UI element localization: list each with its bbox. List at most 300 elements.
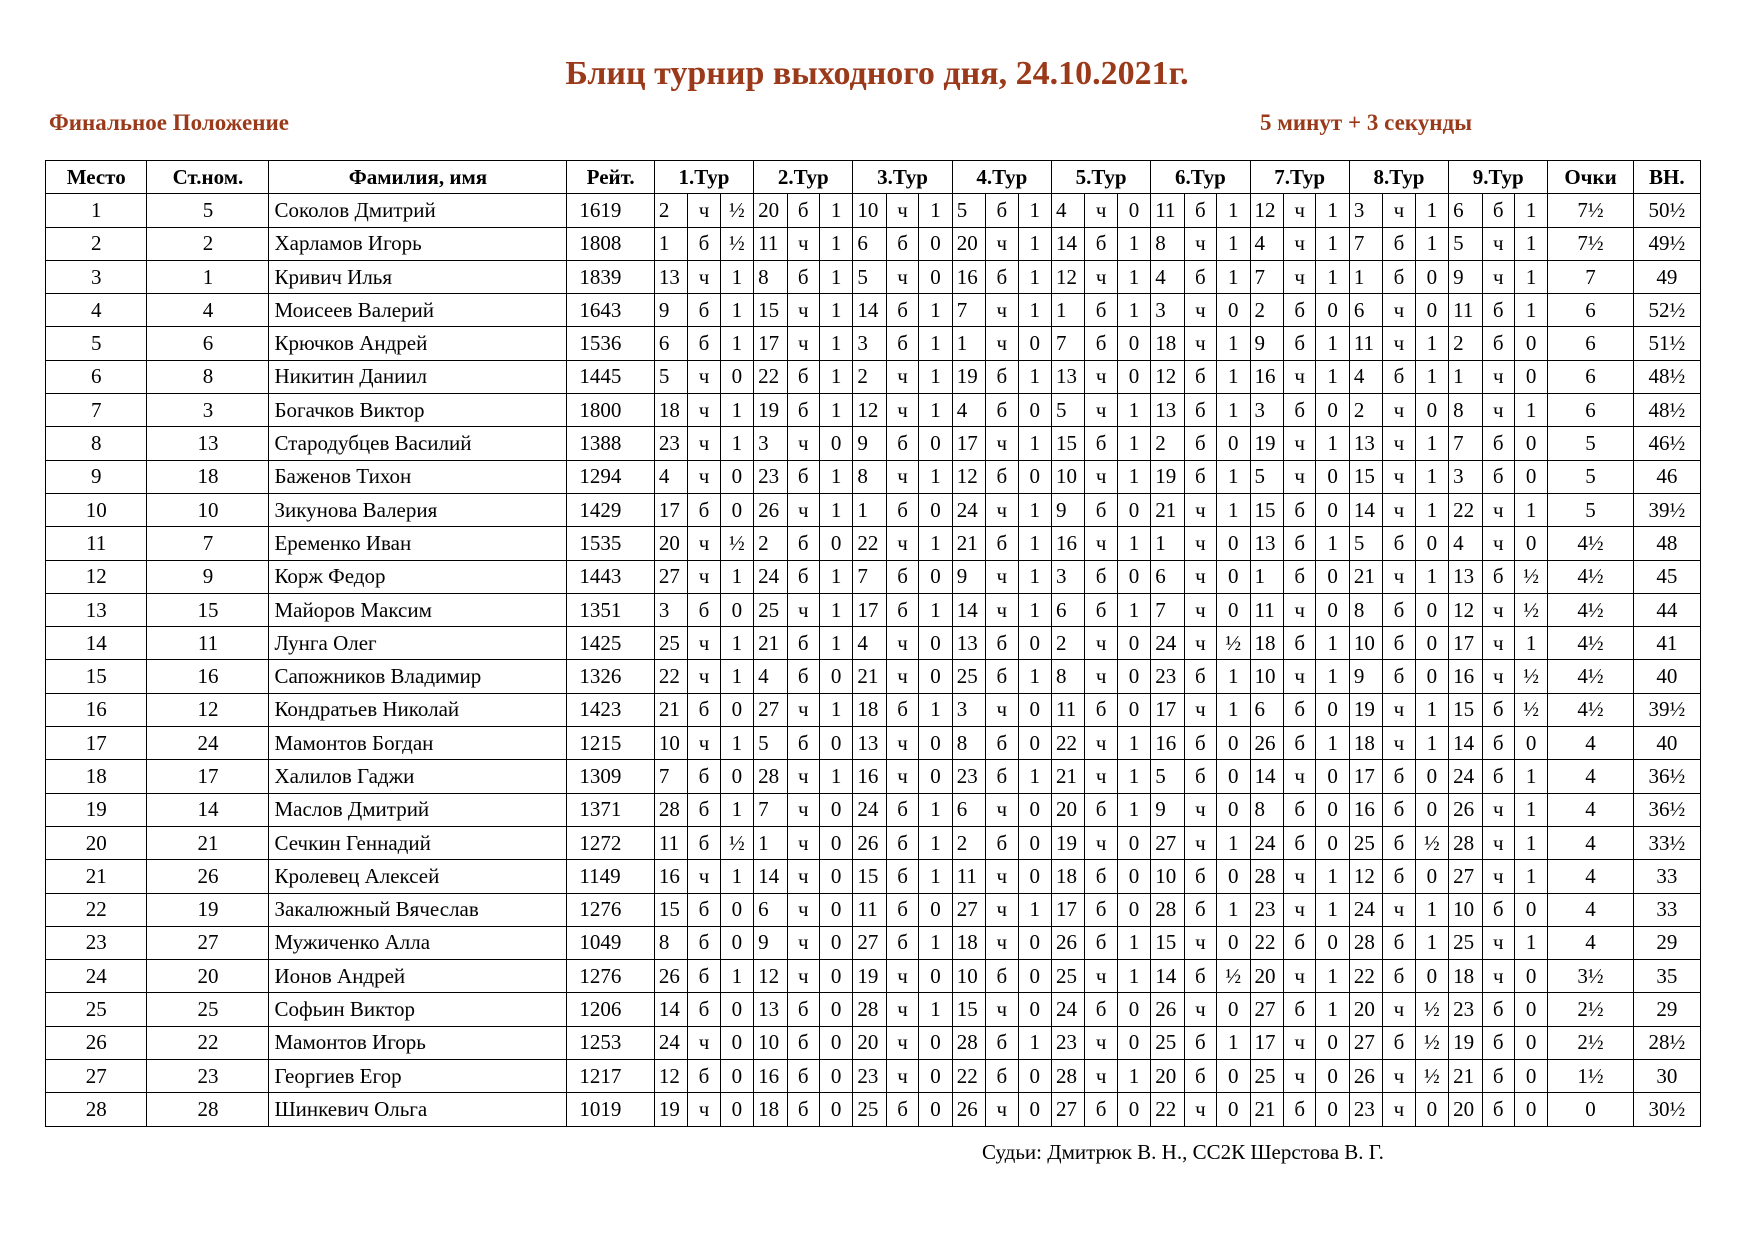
start-number-cell: 5 (147, 194, 269, 227)
rating-cell: 1351 (567, 593, 654, 626)
round-opponent-cell: 27 (952, 893, 985, 926)
round-color-cell: ч (787, 860, 819, 893)
round-opponent-cell: 6 (1051, 593, 1084, 626)
round-opponent-cell: 21 (1051, 760, 1084, 793)
round-color-cell: б (886, 926, 918, 959)
round-color-cell: б (787, 260, 819, 293)
round-color-cell: б (1383, 793, 1415, 826)
round-result-cell: 1 (819, 327, 852, 360)
tiebreak-cell: 40 (1633, 660, 1700, 693)
points-cell: 4½ (1548, 527, 1633, 560)
round-result-cell: ½ (720, 227, 753, 260)
round-opponent-cell: 4 (1051, 194, 1084, 227)
round-result-cell: 0 (1415, 593, 1448, 626)
player-name-cell: Софьин Виктор (269, 993, 567, 1026)
round-result-cell: 1 (1217, 493, 1250, 526)
round-result-cell: 1 (1217, 693, 1250, 726)
round-result-cell: 0 (819, 1093, 852, 1126)
round-opponent-cell: 16 (1349, 793, 1382, 826)
round-result-cell: 1 (1514, 227, 1547, 260)
round-color-cell: ч (986, 427, 1018, 460)
round-opponent-cell: 26 (754, 493, 787, 526)
round-opponent-cell: 10 (1449, 893, 1482, 926)
points-cell: 7 (1548, 260, 1633, 293)
round-result-cell: 1 (1217, 327, 1250, 360)
round-result-cell: 0 (919, 493, 952, 526)
round-opponent-cell: 15 (1151, 926, 1184, 959)
place-cell: 9 (46, 460, 147, 493)
round-result-cell: 0 (1018, 860, 1051, 893)
round-color-cell: ч (986, 860, 1018, 893)
round-color-cell: ч (986, 227, 1018, 260)
round-result-cell: 0 (819, 860, 852, 893)
round-result-cell: 1 (1316, 227, 1349, 260)
round-opponent-cell: 27 (853, 926, 886, 959)
round-result-cell: 1 (1018, 360, 1051, 393)
rating-cell: 1808 (567, 227, 654, 260)
start-number-cell: 10 (147, 493, 269, 526)
round-result-cell: ½ (1415, 1060, 1448, 1093)
round-opponent-cell: 4 (1349, 360, 1382, 393)
round-opponent-cell: 28 (853, 993, 886, 1026)
round-result-cell: 1 (1217, 826, 1250, 859)
round-result-cell: 1 (1415, 727, 1448, 760)
round-color-cell: ч (886, 1026, 918, 1059)
round-result-cell: 0 (1316, 394, 1349, 427)
round-result-cell: 0 (919, 727, 952, 760)
player-name-cell: Моисеев Валерий (269, 294, 567, 327)
header-round-3: 3.Тур (853, 161, 952, 194)
start-number-cell: 27 (147, 926, 269, 959)
round-color-cell: б (1085, 294, 1117, 327)
player-name-cell: Богачков Виктор (269, 394, 567, 427)
round-opponent-cell: 2 (1051, 627, 1084, 660)
round-color-cell: б (1383, 926, 1415, 959)
round-result-cell: 1 (919, 926, 952, 959)
round-color-cell: ч (886, 460, 918, 493)
round-result-cell: 1 (1415, 926, 1448, 959)
round-opponent-cell: 19 (754, 394, 787, 427)
header-name: Фамилия, имя (269, 161, 567, 194)
round-opponent-cell: 1 (754, 826, 787, 859)
round-color-cell: б (1085, 227, 1117, 260)
round-opponent-cell: 1 (654, 227, 687, 260)
round-color-cell: б (886, 427, 918, 460)
round-opponent-cell: 6 (853, 227, 886, 260)
table-row (46, 394, 1701, 427)
round-color-cell: ч (1085, 527, 1117, 560)
round-opponent-cell: 14 (1151, 960, 1184, 993)
round-color-cell: ч (1085, 660, 1117, 693)
round-color-cell: б (688, 893, 720, 926)
rating-cell: 1326 (567, 660, 654, 693)
start-number-cell: 12 (147, 693, 269, 726)
round-color-cell: б (986, 527, 1018, 560)
tiebreak-cell: 28½ (1633, 1026, 1700, 1059)
round-opponent-cell: 22 (853, 527, 886, 560)
player-name-cell: Баженов Тихон (269, 460, 567, 493)
round-result-cell: 0 (1018, 1093, 1051, 1126)
round-opponent-cell: 13 (1051, 360, 1084, 393)
round-color-cell: ч (1283, 593, 1315, 626)
round-color-cell: ч (1184, 227, 1216, 260)
table-row (46, 593, 1701, 626)
round-color-cell: ч (886, 760, 918, 793)
round-opponent-cell: 16 (1449, 660, 1482, 693)
round-opponent-cell: 5 (1051, 394, 1084, 427)
round-opponent-cell: 14 (1051, 227, 1084, 260)
round-result-cell: 1 (1018, 227, 1051, 260)
round-result-cell: 1 (1415, 427, 1448, 460)
round-opponent-cell: 17 (1151, 693, 1184, 726)
round-opponent-cell: 14 (1349, 493, 1382, 526)
round-color-cell: ч (1085, 360, 1117, 393)
player-name-cell: Ионов Андрей (269, 960, 567, 993)
round-color-cell: ч (986, 327, 1018, 360)
round-opponent-cell: 20 (853, 1026, 886, 1059)
round-color-cell: ч (787, 960, 819, 993)
tiebreak-cell: 29 (1633, 993, 1700, 1026)
round-result-cell: 1 (1514, 627, 1547, 660)
round-color-cell: б (1482, 727, 1514, 760)
round-result-cell: 1 (1217, 227, 1250, 260)
round-color-cell: ч (886, 960, 918, 993)
round-color-cell: б (1085, 926, 1117, 959)
round-opponent-cell: 26 (654, 960, 687, 993)
tiebreak-cell: 35 (1633, 960, 1700, 993)
time-control: 5 минут + 3 секунды (1260, 110, 1473, 135)
round-color-cell: б (1085, 560, 1117, 593)
points-cell: 5 (1548, 427, 1633, 460)
round-color-cell: б (1184, 727, 1216, 760)
round-result-cell: 0 (1415, 527, 1448, 560)
round-color-cell: б (1482, 427, 1514, 460)
rating-cell: 1217 (567, 1060, 654, 1093)
round-result-cell: 0 (919, 960, 952, 993)
round-color-cell: б (1085, 993, 1117, 1026)
round-color-cell: б (1283, 294, 1315, 327)
round-result-cell: 0 (1514, 960, 1547, 993)
player-name-cell: Сапожников Владимир (269, 660, 567, 693)
round-color-cell: ч (1085, 760, 1117, 793)
table-row (46, 560, 1701, 593)
tiebreak-cell: 30½ (1633, 1093, 1700, 1126)
round-result-cell: 0 (1316, 926, 1349, 959)
start-number-cell: 11 (147, 627, 269, 660)
round-opponent-cell: 19 (853, 960, 886, 993)
round-result-cell: 0 (819, 727, 852, 760)
round-opponent-cell: 14 (754, 860, 787, 893)
round-color-cell: б (1283, 926, 1315, 959)
round-color-cell: б (1383, 760, 1415, 793)
place-cell: 14 (46, 627, 147, 660)
points-cell: 6 (1548, 394, 1633, 427)
round-opponent-cell: 3 (1250, 394, 1283, 427)
round-opponent-cell: 13 (754, 993, 787, 1026)
round-result-cell: 1 (1117, 527, 1150, 560)
round-result-cell: 1 (1018, 593, 1051, 626)
player-name-cell: Шинкевич Ольга (269, 1093, 567, 1126)
round-opponent-cell: 15 (1449, 693, 1482, 726)
round-color-cell: ч (688, 860, 720, 893)
round-opponent-cell: 1 (952, 327, 985, 360)
points-cell: 4½ (1548, 560, 1633, 593)
round-opponent-cell: 28 (1349, 926, 1382, 959)
round-opponent-cell: 19 (952, 360, 985, 393)
round-result-cell: 1 (819, 194, 852, 227)
tiebreak-cell: 45 (1633, 560, 1700, 593)
round-color-cell: б (1184, 860, 1216, 893)
round-color-cell: б (986, 727, 1018, 760)
round-color-cell: б (886, 693, 918, 726)
round-result-cell: 0 (1316, 294, 1349, 327)
round-color-cell: б (1283, 627, 1315, 660)
round-color-cell: ч (886, 527, 918, 560)
standings-caption: Финальное Положение (49, 110, 289, 135)
round-opponent-cell: 21 (1151, 493, 1184, 526)
round-color-cell: б (787, 1026, 819, 1059)
points-cell: 4½ (1548, 627, 1633, 660)
tiebreak-cell: 50½ (1633, 194, 1700, 227)
table-row (46, 826, 1701, 859)
round-result-cell: 1 (1018, 893, 1051, 926)
round-color-cell: ч (1482, 260, 1514, 293)
round-color-cell: б (1283, 1093, 1315, 1126)
place-cell: 27 (46, 1060, 147, 1093)
points-cell: 4 (1548, 826, 1633, 859)
round-result-cell: 0 (1018, 327, 1051, 360)
player-name-cell: Маслов Дмитрий (269, 793, 567, 826)
round-opponent-cell: 4 (654, 460, 687, 493)
round-result-cell: 1 (819, 493, 852, 526)
round-opponent-cell: 11 (1250, 593, 1283, 626)
round-result-cell: 1 (1316, 727, 1349, 760)
round-result-cell: 1 (1018, 427, 1051, 460)
player-name-cell: Закалюжный Вячеслав (269, 893, 567, 926)
round-opponent-cell: 5 (1250, 460, 1283, 493)
tiebreak-cell: 29 (1633, 926, 1700, 959)
round-color-cell: б (986, 660, 1018, 693)
round-result-cell: ½ (1514, 560, 1547, 593)
round-color-cell: б (688, 593, 720, 626)
round-color-cell: б (1482, 460, 1514, 493)
round-opponent-cell: 22 (952, 1060, 985, 1093)
round-opponent-cell: 19 (1051, 826, 1084, 859)
round-color-cell: ч (1184, 560, 1216, 593)
round-opponent-cell: 3 (754, 427, 787, 460)
round-color-cell: ч (1085, 627, 1117, 660)
round-color-cell: ч (1184, 693, 1216, 726)
round-opponent-cell: 10 (1250, 660, 1283, 693)
start-number-cell: 21 (147, 826, 269, 859)
start-number-cell: 19 (147, 893, 269, 926)
points-cell: 4 (1548, 893, 1633, 926)
round-result-cell: 0 (1514, 1060, 1547, 1093)
round-result-cell: 1 (919, 460, 952, 493)
round-result-cell: 0 (1018, 394, 1051, 427)
round-opponent-cell: 25 (1051, 960, 1084, 993)
round-result-cell: 1 (720, 860, 753, 893)
round-result-cell: 0 (919, 260, 952, 293)
round-opponent-cell: 25 (1349, 826, 1382, 859)
round-color-cell: б (787, 627, 819, 660)
rating-cell: 1019 (567, 1093, 654, 1126)
round-opponent-cell: 2 (654, 194, 687, 227)
round-color-cell: ч (1283, 860, 1315, 893)
round-result-cell: 1 (1514, 926, 1547, 959)
place-cell: 10 (46, 493, 147, 526)
round-opponent-cell: 20 (654, 527, 687, 560)
round-color-cell: б (787, 1060, 819, 1093)
round-opponent-cell: 14 (654, 993, 687, 1026)
round-color-cell: б (1085, 327, 1117, 360)
round-color-cell: б (886, 826, 918, 859)
round-result-cell: 0 (1514, 327, 1547, 360)
round-result-cell: 0 (919, 893, 952, 926)
round-opponent-cell: 6 (754, 893, 787, 926)
round-result-cell: 1 (819, 227, 852, 260)
round-opponent-cell: 12 (1250, 194, 1283, 227)
round-opponent-cell: 17 (952, 427, 985, 460)
start-number-cell: 15 (147, 593, 269, 626)
round-color-cell: ч (1482, 493, 1514, 526)
round-color-cell: б (1085, 793, 1117, 826)
round-opponent-cell: 2 (952, 826, 985, 859)
round-color-cell: ч (688, 460, 720, 493)
round-result-cell: 0 (1018, 460, 1051, 493)
round-result-cell: ½ (1415, 826, 1448, 859)
round-color-cell: ч (1383, 1093, 1415, 1126)
round-opponent-cell: 16 (754, 1060, 787, 1093)
round-opponent-cell: 16 (1151, 727, 1184, 760)
round-result-cell: 0 (1514, 1093, 1547, 1126)
round-color-cell: б (886, 1093, 918, 1126)
round-color-cell: б (1184, 960, 1216, 993)
round-result-cell: 0 (1514, 893, 1547, 926)
round-result-cell: 0 (1316, 1026, 1349, 1059)
round-result-cell: 0 (919, 427, 952, 460)
round-opponent-cell: 3 (952, 693, 985, 726)
round-opponent-cell: 2 (754, 527, 787, 560)
round-color-cell: ч (1184, 593, 1216, 626)
tiebreak-cell: 48½ (1633, 394, 1700, 427)
round-result-cell: 1 (1316, 627, 1349, 660)
round-result-cell: 0 (1217, 793, 1250, 826)
rating-cell: 1429 (567, 493, 654, 526)
round-result-cell: 1 (1415, 493, 1448, 526)
round-opponent-cell: 18 (952, 926, 985, 959)
table-row (46, 527, 1701, 560)
round-color-cell: б (1283, 993, 1315, 1026)
place-cell: 22 (46, 893, 147, 926)
round-color-cell: б (1085, 1093, 1117, 1126)
round-color-cell: ч (886, 993, 918, 1026)
round-opponent-cell: 4 (1151, 260, 1184, 293)
start-number-cell: 22 (147, 1026, 269, 1059)
player-name-cell: Стародубцев Василий (269, 427, 567, 460)
round-result-cell: 0 (819, 660, 852, 693)
player-name-cell: Харламов Игорь (269, 227, 567, 260)
round-color-cell: ч (1283, 960, 1315, 993)
round-result-cell: 0 (919, 660, 952, 693)
table-row (46, 260, 1701, 293)
round-opponent-cell: 3 (1051, 560, 1084, 593)
round-opponent-cell: 12 (1051, 260, 1084, 293)
round-result-cell: 1 (720, 793, 753, 826)
round-color-cell: б (787, 360, 819, 393)
start-number-cell: 24 (147, 727, 269, 760)
round-color-cell: ч (1383, 460, 1415, 493)
round-color-cell: ч (688, 260, 720, 293)
round-opponent-cell: 12 (654, 1060, 687, 1093)
round-opponent-cell: 17 (754, 327, 787, 360)
round-color-cell: б (1184, 394, 1216, 427)
round-opponent-cell: 17 (853, 593, 886, 626)
start-number-cell: 7 (147, 527, 269, 560)
judges-note: Судьи: Дмитрюк В. Н., СС2К Шерстова В. Г. (982, 1140, 1384, 1164)
round-color-cell: б (886, 327, 918, 360)
place-cell: 19 (46, 793, 147, 826)
round-color-cell: б (787, 394, 819, 427)
round-result-cell: 1 (819, 560, 852, 593)
round-result-cell: ½ (720, 527, 753, 560)
round-opponent-cell: 5 (1151, 760, 1184, 793)
round-color-cell: ч (1184, 627, 1216, 660)
round-color-cell: б (986, 826, 1018, 859)
round-opponent-cell: 11 (1449, 294, 1482, 327)
round-color-cell: ч (1482, 660, 1514, 693)
round-color-cell: б (1085, 860, 1117, 893)
round-color-cell: ч (1383, 560, 1415, 593)
round-result-cell: 0 (1415, 860, 1448, 893)
round-opponent-cell: 27 (1151, 826, 1184, 859)
round-opponent-cell: 24 (952, 493, 985, 526)
round-color-cell: б (1482, 993, 1514, 1026)
round-color-cell: б (1184, 260, 1216, 293)
points-cell: 4 (1548, 727, 1633, 760)
round-color-cell: б (688, 993, 720, 1026)
round-color-cell: ч (1383, 493, 1415, 526)
round-opponent-cell: 19 (1349, 693, 1382, 726)
round-result-cell: 0 (1117, 826, 1150, 859)
round-color-cell: б (688, 327, 720, 360)
round-opponent-cell: 24 (754, 560, 787, 593)
round-result-cell: 0 (1117, 660, 1150, 693)
round-opponent-cell: 18 (1349, 727, 1382, 760)
round-opponent-cell: 22 (754, 360, 787, 393)
round-result-cell: 1 (919, 793, 952, 826)
round-color-cell: ч (1184, 793, 1216, 826)
round-result-cell: 1 (1217, 460, 1250, 493)
round-result-cell: 1 (720, 560, 753, 593)
points-cell: 4½ (1548, 660, 1633, 693)
round-opponent-cell: 23 (1449, 993, 1482, 1026)
round-color-cell: б (1383, 593, 1415, 626)
round-result-cell: 1 (1316, 360, 1349, 393)
round-opponent-cell: 27 (754, 693, 787, 726)
round-color-cell: б (1283, 727, 1315, 760)
points-cell: 1½ (1548, 1060, 1633, 1093)
round-color-cell: б (1184, 194, 1216, 227)
round-opponent-cell: 15 (1250, 493, 1283, 526)
round-result-cell: 0 (1018, 993, 1051, 1026)
tiebreak-cell: 49 (1633, 260, 1700, 293)
rating-cell: 1294 (567, 460, 654, 493)
round-color-cell: ч (688, 394, 720, 427)
round-color-cell: б (1184, 427, 1216, 460)
round-opponent-cell: 8 (1151, 227, 1184, 260)
round-color-cell: ч (787, 693, 819, 726)
